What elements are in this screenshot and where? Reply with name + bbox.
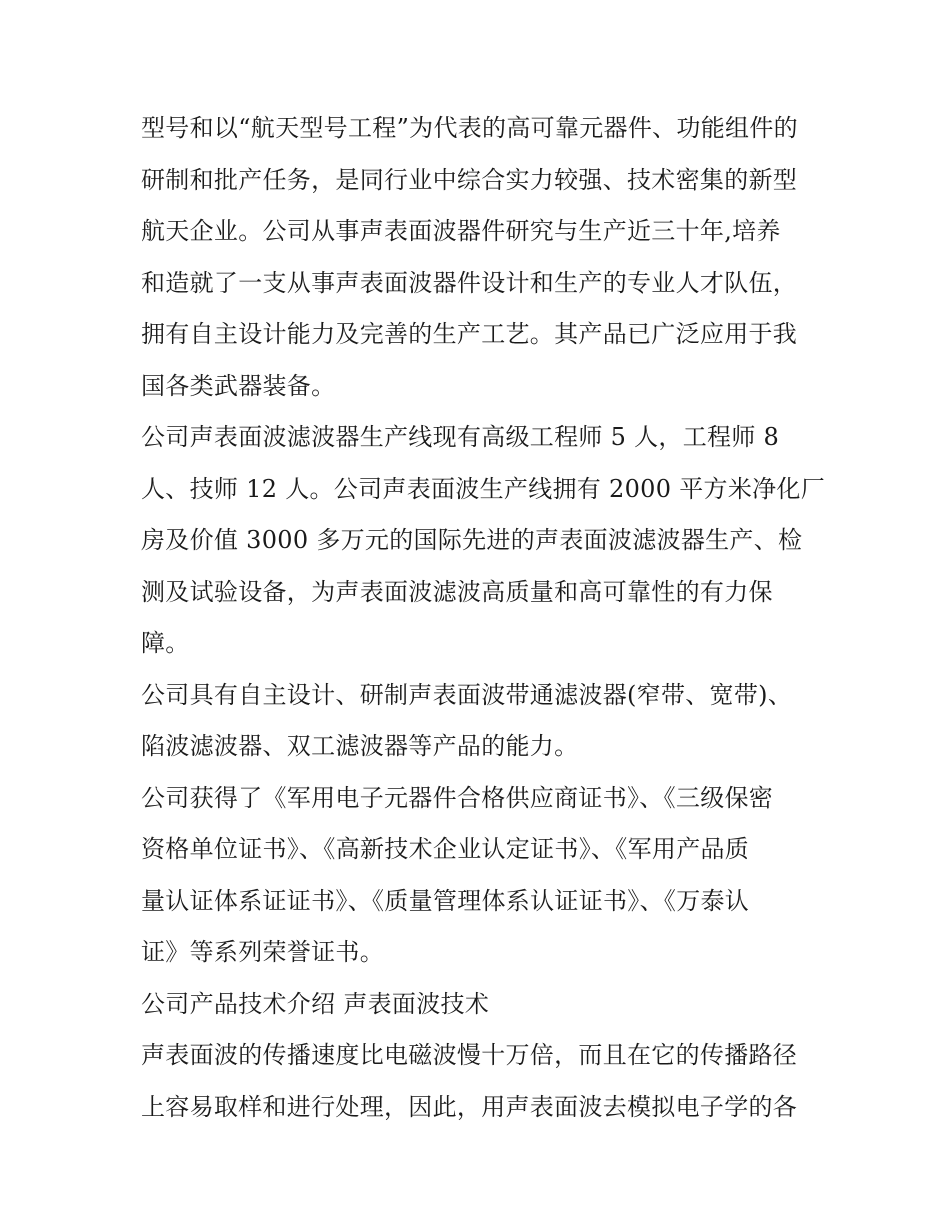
- text-line: 航天企业。公司从事声表面波器件研究与生产近三十年,培养: [141, 217, 781, 245]
- text-line: 证》等系列荣誉证书。: [141, 938, 384, 966]
- text-line: 型号和以“航天型号工程”为代表的高可靠元器件、功能组件的: [141, 114, 798, 142]
- text-line: 房及价值 3000 多万元的国际先进的声表面波滤波器生产、检: [141, 526, 803, 554]
- text-line: 测及试验设备，为声表面波滤波高质量和高可靠性的有力保: [141, 577, 773, 606]
- text-line: 公司具有自主设计、研制声表面波带通滤波器(窄带、宽带)、: [141, 680, 793, 709]
- text-line: 公司产品技术介绍 声表面波技术: [141, 989, 490, 1018]
- text-line: 拥有自主设计能力及完善的生产工艺。其产品已广泛应用于我: [141, 320, 798, 348]
- paragraph-production-line: [141, 412, 826, 670]
- text-line: 公司获得了《军用电子元器件合格供应商证书》、《三级保密: [141, 783, 774, 812]
- text-line: 量认证体系证证书》、《质量管理体系认证证书》、《万泰认: [141, 886, 750, 915]
- section-heading-technology: [141, 979, 821, 1031]
- text-line: 声表面波的传播速度比电磁波慢十万倍，而且在它的传播路径: [141, 1041, 798, 1069]
- paragraph-design-capability: [141, 670, 821, 773]
- text-line: 人、技师 12 人。公司声表面波生产线拥有 2000 平方米净化厂: [141, 474, 826, 503]
- text-line: 研制和批产任务，是同行业中综合实力较强、技术密集的新型: [141, 165, 798, 194]
- paragraph-certificates: [141, 773, 821, 979]
- text-line: 资格单位证书》、《高新技术企业认定证书》、《军用产品质: [141, 835, 750, 863]
- text-line: 障。: [141, 629, 190, 657]
- document-body: [141, 103, 826, 1133]
- text-line: 公司声表面波滤波器生产线现有高级工程师 5 人，工程师 8: [141, 423, 780, 451]
- text-line: 陷波滤波器、双工滤波器等产品的能力。: [141, 732, 579, 760]
- paragraph-saw-technology: [141, 1030, 821, 1133]
- text-line: 国各类武器装备。: [141, 371, 336, 400]
- paragraph-company-overview: [141, 103, 821, 412]
- text-line: 上容易取样和进行处理，因此，用声表面波去模拟电子学的各: [141, 1092, 798, 1121]
- text-line: 和造就了一支从事声表面波器件设计和生产的专业人才队伍，: [141, 268, 798, 297]
